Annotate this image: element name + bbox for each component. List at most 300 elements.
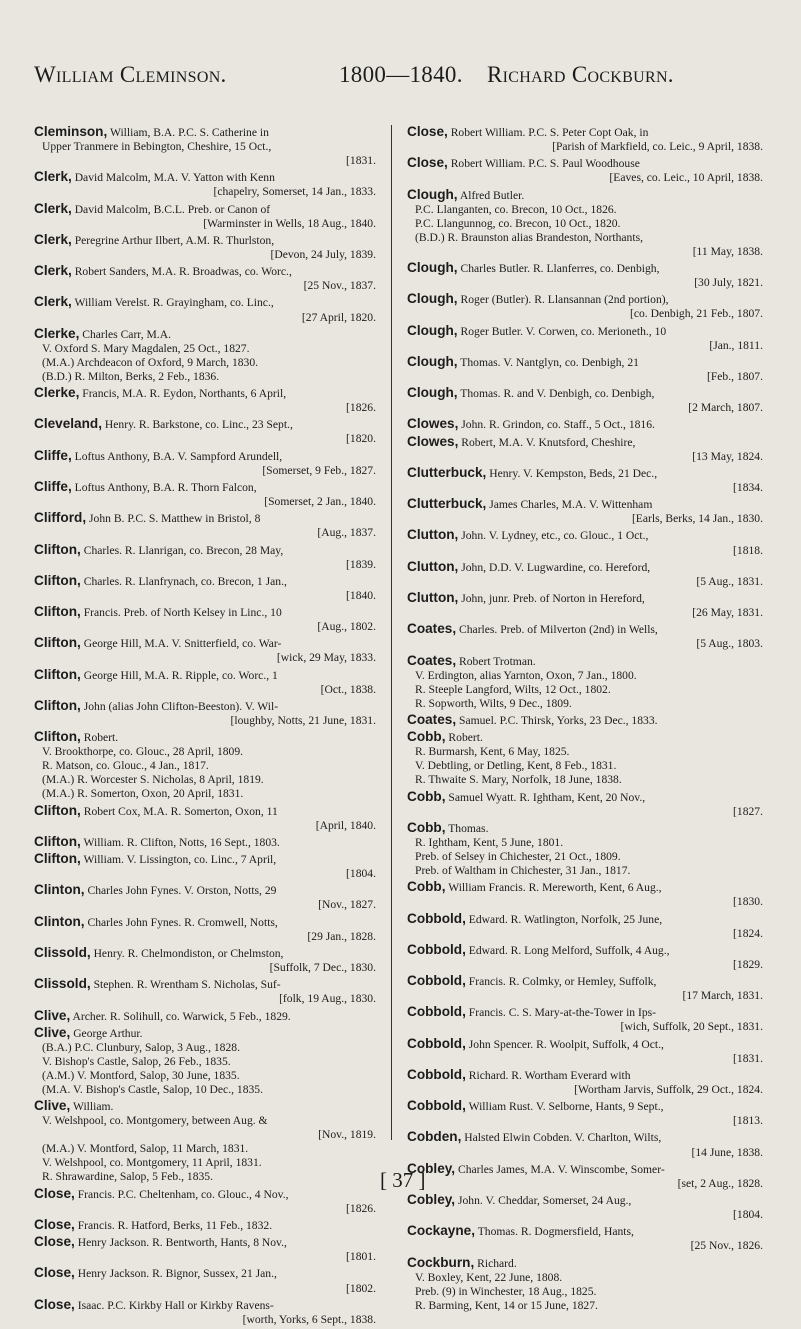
index-entry — [407, 1037, 763, 1066]
index-entry — [407, 560, 763, 589]
entry-continuation-line — [34, 651, 376, 665]
index-entry — [34, 946, 376, 975]
entry-continuation-line — [34, 140, 376, 154]
entry-text: R. Barming, Kent, 14 or 15 June, 1827. — [415, 1298, 598, 1312]
entry-text: Thomas. — [448, 821, 489, 835]
entry-text: [Jan., 1811. — [709, 338, 763, 352]
entry-text: [5 Aug., 1803. — [696, 637, 763, 651]
entry-text: Richard. R. Wortham Everard with — [468, 1068, 631, 1082]
index-entry — [34, 327, 376, 384]
index-entry — [407, 156, 763, 185]
entry-continuation-line — [34, 526, 376, 540]
entry-first-line — [34, 883, 376, 898]
entry-text: Henry Jackson. R. Bignor, Sussex, 21 Jan., — [77, 1267, 277, 1281]
entry-continuation-line — [407, 759, 763, 773]
entry-surname: Clutton, — [407, 591, 459, 606]
entry-surname: Clifton, — [34, 852, 81, 867]
entry-first-line — [34, 125, 376, 140]
entry-surname: Clough, — [407, 386, 458, 401]
entry-text: Preb. of Selsey in Chichester, 21 Oct., 1809. — [415, 849, 621, 863]
entry-surname: Clutton, — [407, 528, 459, 543]
entry-continuation-line — [34, 370, 376, 384]
entry-continuation-line — [407, 637, 763, 651]
entry-text: [17 March, 1831. — [682, 989, 763, 1003]
index-entry — [407, 713, 763, 728]
entry-text: [co. Denbigh, 21 Feb., 1807. — [630, 307, 763, 321]
header-center: 1800—1840. — [339, 62, 463, 87]
entry-first-line — [407, 591, 763, 606]
entry-continuation-line — [34, 1055, 376, 1069]
entry-text: [1824. — [733, 926, 763, 940]
entry-continuation-line — [407, 231, 763, 245]
entry-surname: Cobbold, — [407, 1005, 466, 1020]
entry-surname: Cockburn, — [407, 1255, 475, 1270]
index-entry — [34, 668, 376, 697]
entry-text: [wick, 29 May, 1833. — [276, 651, 376, 665]
entry-surname: Clifton, — [34, 730, 81, 745]
entry-continuation-line — [407, 544, 763, 558]
entry-text: John Spencer. R. Woolpit, Suffolk, 4 Oct., — [468, 1037, 664, 1051]
entry-surname: Clerk, — [34, 201, 72, 216]
entry-first-line — [407, 292, 763, 307]
entry-continuation-line — [407, 836, 763, 850]
entry-text: [Eaves, co. Leic., 10 April, 1838. — [609, 171, 763, 185]
index-entry — [34, 699, 376, 728]
entry-first-line — [34, 574, 376, 589]
index-entry — [34, 915, 376, 944]
entry-text: V. Oxford S. Mary Magdalen, 25 Oct., 1827. — [42, 341, 250, 355]
index-entry — [407, 1099, 763, 1128]
entry-text: William. R. Clifton, Notts, 16 Sept., 1803. — [83, 835, 280, 849]
entry-surname: Close, — [34, 1186, 75, 1201]
entry-first-line — [34, 1218, 376, 1233]
entry-text: [1840. — [346, 588, 376, 602]
index-entry — [34, 170, 376, 199]
entry-first-line — [34, 480, 376, 495]
entry-first-line — [34, 605, 376, 620]
entry-surname: Clough, — [407, 323, 458, 338]
entry-surname: Clough, — [407, 354, 458, 369]
entry-first-line — [407, 261, 763, 276]
entry-continuation-line — [407, 217, 763, 231]
entry-text: [Suffolk, 7 Dec., 1830. — [269, 961, 376, 975]
entry-surname: Cobbold, — [407, 1067, 466, 1082]
entry-text: [1831. — [346, 154, 376, 168]
index-entry — [34, 977, 376, 1006]
entry-first-line — [407, 974, 763, 989]
index-entry — [34, 202, 376, 231]
entry-first-line — [34, 1099, 376, 1114]
entry-surname: Clutton, — [407, 559, 459, 574]
entry-text: William, B.A. P.C. S. Catherine in — [109, 126, 269, 139]
entry-text: [set, 2 Aug., 1828. — [677, 1176, 763, 1190]
entry-text: Edward. R. Watlington, Norfolk, 25 June, — [468, 912, 663, 926]
entry-continuation-line — [34, 279, 376, 293]
entry-first-line — [34, 1009, 376, 1024]
entry-first-line — [407, 654, 763, 669]
entry-text: William Francis. R. Mereworth, Kent, 6 Aug., — [448, 881, 662, 895]
entry-first-line — [34, 1026, 376, 1041]
entry-text: Samuel. P.C. Thirsk, Yorks, 23 Dec., 1833. — [459, 713, 658, 727]
entry-continuation-line — [407, 1239, 763, 1253]
index-entry — [407, 591, 763, 620]
entry-text: [Nov., 1819. — [318, 1128, 376, 1142]
entry-text: [1826. — [346, 1201, 376, 1215]
entry-surname: Clerk, — [34, 295, 72, 310]
entry-surname: Cliffe, — [34, 479, 72, 494]
entry-first-line — [34, 386, 376, 401]
entry-first-line — [34, 327, 376, 342]
entry-text: [Warminster in Wells, 18 Aug., 1840. — [203, 216, 376, 230]
entry-text: Robert Trotman. — [459, 654, 536, 668]
index-entry — [407, 880, 763, 909]
entry-text: Preb. of Waltham in Chichester, 31 Jan., 1817. — [415, 864, 631, 877]
index-entry — [34, 883, 376, 912]
entry-surname: Close, — [407, 156, 448, 171]
entry-text: [1831. — [733, 1051, 763, 1065]
entry-surname: Coates, — [407, 622, 457, 637]
entry-surname: Clifton, — [34, 636, 81, 651]
entry-text: [14 June, 1838. — [691, 1145, 763, 1159]
entry-first-line — [407, 528, 763, 543]
entry-text: Loftus Anthony, B.A. V. Sampford Arundell, — [74, 449, 283, 463]
entry-surname: Clinton, — [34, 914, 85, 929]
entry-continuation-line — [34, 1170, 376, 1184]
entry-continuation-line — [34, 714, 376, 728]
index-entry — [34, 1026, 376, 1097]
entry-first-line — [34, 835, 376, 850]
index-entry — [34, 636, 376, 665]
entry-text: [Somerset, 9 Feb., 1827. — [262, 463, 376, 477]
entry-continuation-line — [34, 1202, 376, 1216]
entry-surname: Close, — [34, 1266, 75, 1281]
entry-text: John. V. Lydney, etc., co. Glouc., 1 Oct., — [461, 529, 649, 543]
entry-continuation-line — [407, 450, 763, 464]
entry-text: John B. P.C. S. Matthew in Bristol, 8 — [89, 512, 261, 526]
entry-continuation-line — [407, 203, 763, 217]
entry-text: [Somerset, 2 Jan., 1840. — [264, 495, 376, 508]
entry-surname: Clowes, — [407, 434, 459, 449]
entry-first-line — [407, 1224, 763, 1239]
entry-text: George Hill, M.A. R. Ripple, co. Worc., 1 — [83, 668, 278, 682]
entry-continuation-line — [407, 171, 763, 185]
entry-first-line — [407, 355, 763, 370]
entry-continuation-line — [407, 1271, 763, 1285]
entry-text: William. — [72, 1100, 114, 1114]
index-entry — [407, 188, 763, 259]
index-entry — [34, 574, 376, 603]
entry-text: Peregrine Arthur Ilbert, A.M. R. Thurlston, — [74, 233, 275, 247]
entry-text: R. Burmarsh, Kent, 6 May, 1825. — [415, 745, 570, 759]
entry-text: V. Debtling, or Detling, Kent, 8 Feb., 1831. — [415, 759, 617, 773]
index-entry — [407, 386, 763, 415]
entry-surname: Clerk, — [34, 264, 72, 279]
entry-first-line — [407, 821, 763, 836]
index-entry — [407, 730, 763, 787]
entry-text: [folk, 19 Aug., 1830. — [279, 992, 376, 1006]
entry-first-line — [34, 170, 376, 185]
entry-text: [11 May, 1838. — [692, 244, 763, 258]
entry-surname: Clough, — [407, 292, 458, 307]
index-entry — [407, 1130, 763, 1159]
entry-surname: Clifton, — [34, 667, 81, 682]
entry-first-line — [407, 880, 763, 895]
entry-continuation-line — [407, 1177, 763, 1191]
entry-continuation-line — [407, 745, 763, 759]
entry-first-line — [34, 264, 376, 279]
entry-text: James Charles, M.A. V. Wittenham — [489, 498, 653, 512]
index-entry — [407, 1068, 763, 1097]
entry-surname: Clerk, — [34, 170, 72, 185]
entry-surname: Cliffe, — [34, 448, 72, 463]
index-entry — [407, 261, 763, 290]
index-entry — [407, 622, 763, 651]
index-entry — [34, 852, 376, 881]
entry-text: [worth, Yorks, 6 Sept., 1838. — [242, 1312, 376, 1326]
index-entry — [34, 480, 376, 509]
entry-continuation-line — [34, 401, 376, 415]
entry-text: John (alias John Clifton-Beeston). V. Wil- — [83, 699, 279, 713]
entry-text: R. Matson, co. Glouc., 4 Jan., 1817. — [42, 759, 209, 773]
entry-surname: Cobb, — [407, 880, 446, 895]
header-right: Richard Cockburn. — [487, 62, 674, 87]
entry-first-line — [34, 233, 376, 248]
entry-surname: Coates, — [407, 653, 457, 668]
entry-continuation-line — [34, 185, 376, 199]
entry-text: R. Thwaite S. Mary, Norfolk, 18 June, 1838. — [415, 773, 622, 787]
entry-text: John, junr. Preb. of Norton in Hereford, — [461, 592, 645, 606]
entry-first-line — [407, 324, 763, 339]
entry-text: (B.D.) R. Milton, Berks, 2 Feb., 1836. — [42, 369, 220, 383]
entry-surname: Clifton, — [34, 542, 81, 557]
entry-continuation-line — [407, 481, 763, 495]
entry-first-line — [34, 699, 376, 714]
index-entry — [407, 654, 763, 711]
entry-text: [13 May, 1824. — [692, 449, 763, 463]
entry-first-line — [407, 1005, 763, 1020]
entry-text: John. V. Cheddar, Somerset, 24 Aug., — [458, 1194, 632, 1208]
entry-continuation-line — [34, 1313, 376, 1327]
entry-first-line — [407, 622, 763, 637]
entry-continuation-line — [407, 276, 763, 290]
entry-text: Charles. R. Llanfrynach, co. Brecon, 1 Jan., — [83, 574, 287, 588]
entry-text: P.C. Llanganten, co. Brecon, 10 Oct., 1826. — [415, 202, 617, 216]
entry-text: William. V. Lissington, co. Linc., 7 April, — [83, 853, 277, 867]
entry-continuation-line — [34, 819, 376, 833]
index-entry — [34, 1298, 376, 1327]
entry-text: Robert Cox, M.A. R. Somerton, Oxon, 11 — [83, 804, 278, 818]
entry-continuation-line — [407, 773, 763, 787]
entry-continuation-line — [34, 787, 376, 801]
entry-continuation-line — [34, 961, 376, 975]
entry-surname: Clissold, — [34, 977, 91, 992]
left-column — [34, 125, 376, 1329]
entry-surname: Clerke, — [34, 386, 80, 401]
entry-text: Robert, M.A. V. Knutsford, Cheshire, — [461, 435, 636, 449]
entry-continuation-line — [407, 575, 763, 589]
entry-text: Robert William. P.C. S. Paul Woodhouse — [450, 157, 640, 171]
entry-continuation-line — [34, 745, 376, 759]
entry-text: V. Erdington, alias Yarnton, Oxon, 7 Jan., 1800. — [415, 668, 637, 682]
entry-continuation-line — [34, 432, 376, 446]
entry-continuation-line — [407, 606, 763, 620]
entry-text: [Nov., 1827. — [318, 898, 376, 912]
entry-first-line — [407, 156, 763, 171]
index-entry — [407, 912, 763, 941]
index-entry — [34, 730, 376, 801]
entry-continuation-line — [34, 589, 376, 603]
entry-text: Charles Butler. R. Llanferres, co. Denbigh, — [460, 261, 660, 275]
entry-continuation-line — [34, 867, 376, 881]
entry-text: V. Welshpool, co. Montgomery, 11 April, 1831. — [42, 1156, 262, 1170]
entry-surname: Clive, — [34, 1099, 71, 1114]
entry-surname: Coates, — [407, 712, 457, 727]
entry-first-line — [34, 1266, 376, 1281]
entry-first-line — [34, 417, 376, 432]
entry-text: [1801. — [346, 1250, 376, 1264]
entry-first-line — [34, 511, 376, 526]
entry-text: (M.A.) Archdeacon of Oxford, 9 March, 1830. — [42, 355, 259, 369]
entry-first-line — [34, 1298, 376, 1313]
index-entry — [34, 449, 376, 478]
entry-text: Halsted Elwin Cobden. V. Charlton, Wilts, — [464, 1131, 662, 1145]
entry-text: George Arthur. — [73, 1026, 143, 1040]
entry-text: Stephen. R. Wrentham S. Nicholas, Suf- — [93, 978, 281, 992]
index-entry — [407, 435, 763, 464]
entry-text: [1830. — [733, 895, 763, 909]
entry-surname: Clutterbuck, — [407, 465, 487, 480]
entry-first-line — [407, 435, 763, 450]
entry-continuation-line — [407, 1114, 763, 1128]
entry-continuation-line — [34, 464, 376, 478]
entry-continuation-line — [407, 805, 763, 819]
entry-first-line — [407, 188, 763, 203]
running-header — [0, 62, 801, 88]
entry-text: [Aug., 1802. — [317, 620, 376, 634]
index-entry — [407, 1256, 763, 1313]
entry-text: R. Steeple Langford, Wilts, 12 Oct., 1802. — [415, 682, 611, 696]
entry-surname: Cobbold, — [407, 974, 466, 989]
entry-surname: Cleminson, — [34, 125, 108, 139]
entry-text: William Verelst. R. Grayingham, co. Linc., — [74, 296, 274, 310]
index-entry — [407, 1162, 763, 1191]
entry-text: Henry. R. Chelmondiston, or Chelmston, — [93, 946, 284, 960]
index-entry — [34, 1266, 376, 1295]
index-entry — [34, 1235, 376, 1264]
entry-first-line — [407, 730, 763, 745]
entry-first-line — [34, 636, 376, 651]
entry-text: Henry. V. Kempston, Beds, 21 Dec., — [489, 466, 658, 480]
entry-continuation-line — [407, 683, 763, 697]
entry-text: Thomas. R. Dogmersfield, Hants, — [477, 1225, 634, 1239]
entry-surname: Close, — [407, 125, 448, 139]
entry-surname: Clifton, — [34, 803, 81, 818]
entry-surname: Clifford, — [34, 511, 87, 526]
index-entry — [34, 233, 376, 262]
entry-text: (M.A.) R. Worcester S. Nicholas, 8 April, 1819. — [42, 773, 264, 787]
entry-first-line — [34, 449, 376, 464]
entry-text: [Feb., 1807. — [706, 369, 763, 383]
entry-text: David Malcolm, M.A. V. Yatton with Kenn — [74, 171, 275, 185]
index-entry — [407, 417, 763, 432]
entry-continuation-line — [407, 140, 763, 154]
entry-continuation-line — [34, 154, 376, 168]
index-entry — [34, 804, 376, 833]
entry-continuation-line — [34, 930, 376, 944]
entry-text: Upper Tranmere in Bebington, Cheshire, 15 Oct., — [42, 140, 272, 154]
index-entry — [407, 355, 763, 384]
entry-surname: Clough, — [407, 187, 458, 202]
entry-text: [Earls, Berks, 14 Jan., 1830. — [631, 512, 763, 526]
entry-text: Charles Carr, M.A. — [82, 327, 171, 341]
entry-continuation-line — [34, 495, 376, 509]
entry-text: [April, 1840. — [315, 818, 376, 832]
entry-surname: Cobley, — [407, 1161, 456, 1176]
entry-text: Henry. R. Barkstone, co. Linc., 23 Sept., — [104, 418, 293, 432]
entry-text: (M.A.) R. Somerton, Oxon, 20 April, 1831. — [42, 787, 244, 801]
index-entry — [407, 974, 763, 1003]
entry-surname: Clowes, — [407, 417, 459, 432]
entry-first-line — [34, 668, 376, 683]
entry-continuation-line — [407, 401, 763, 415]
entry-continuation-line — [34, 683, 376, 697]
entry-text: Roger (Butler). R. Llansannan (2nd portion), — [460, 293, 669, 307]
entry-text: [Oct., 1838. — [320, 682, 376, 696]
entry-text: [26 May, 1831. — [692, 606, 763, 620]
entry-surname: Clerk, — [34, 232, 72, 247]
header-left: William Cleminson. — [34, 62, 227, 87]
entry-text: Richard. — [477, 1256, 517, 1270]
index-entry — [407, 1224, 763, 1253]
entry-surname: Clerke, — [34, 326, 80, 341]
entry-continuation-line — [34, 558, 376, 572]
entry-text: Robert Sanders, M.A. R. Broadwas, co. Worc., — [74, 265, 292, 279]
entry-first-line — [34, 1187, 376, 1202]
index-entry — [407, 466, 763, 495]
entry-text: [1804. — [346, 867, 376, 881]
entry-text: (B.D.) R. Braunston alias Brandeston, Northants, — [415, 230, 643, 244]
entry-first-line — [407, 417, 763, 432]
index-entry — [34, 1009, 376, 1024]
entry-continuation-line — [407, 1083, 763, 1097]
entry-continuation-line — [407, 370, 763, 384]
entry-text: [Aug., 1837. — [317, 526, 376, 540]
entry-text: Edward. R. Long Melford, Suffolk, 4 Aug., — [468, 943, 670, 957]
entry-continuation-line — [407, 1146, 763, 1160]
entry-first-line — [407, 560, 763, 575]
entry-surname: Cobbold, — [407, 1099, 466, 1114]
entry-text: (A.M.) V. Montford, Salop, 30 June, 1835. — [42, 1068, 240, 1082]
entry-first-line — [34, 915, 376, 930]
entry-surname: Clifton, — [34, 573, 81, 588]
entry-continuation-line — [34, 311, 376, 325]
entry-continuation-line — [407, 958, 763, 972]
entry-surname: Close, — [34, 1235, 75, 1250]
entry-text: Henry Jackson. R. Bentworth, Hants, 8 Nov., — [77, 1236, 287, 1250]
index-entry — [407, 125, 763, 154]
entry-text: V. Bishop's Castle, Salop, 26 Feb., 1835. — [42, 1054, 231, 1068]
index-entry — [407, 1193, 763, 1222]
entry-continuation-line — [34, 1041, 376, 1055]
entry-text: Robert William. P.C. S. Peter Copt Oak, in — [450, 126, 649, 139]
entry-continuation-line — [34, 342, 376, 356]
page-number: [ 37 ] — [380, 1168, 426, 1192]
entry-text: [loughby, Notts, 21 June, 1831. — [230, 713, 376, 727]
entry-text: Roger Butler. V. Corwen, co. Merioneth., 10 — [460, 324, 667, 338]
entry-continuation-line — [34, 992, 376, 1006]
index-entry — [407, 1005, 763, 1034]
index-entry — [407, 292, 763, 321]
